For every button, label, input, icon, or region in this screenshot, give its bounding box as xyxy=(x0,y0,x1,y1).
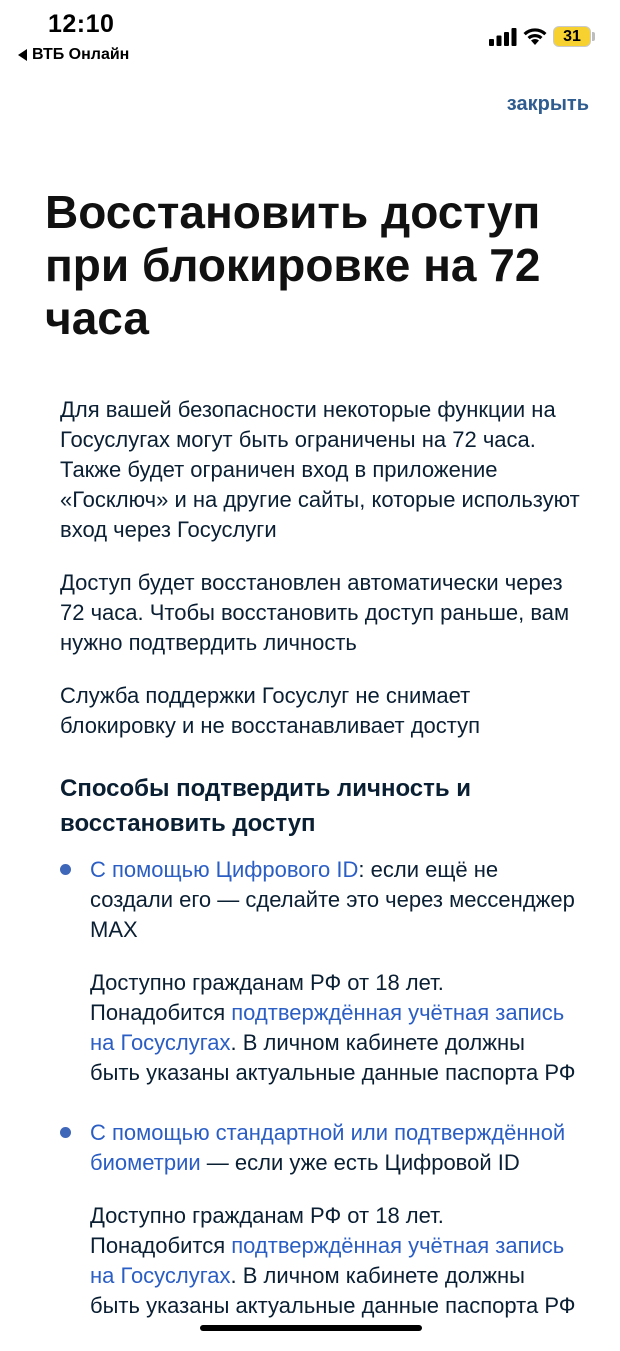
section-title: Способы подтвердить личность и восстановить доступ xyxy=(60,775,472,837)
status-time: 12:10 xyxy=(48,10,115,38)
home-indicator[interactable] xyxy=(200,1325,422,1331)
note-text-after: . В личном кабинете должны быть указаны актуальные данные паспорта РФ xyxy=(90,1263,576,1318)
status-bar xyxy=(0,0,620,80)
close-link[interactable]: закрыть xyxy=(506,93,589,115)
method-item-digital-id xyxy=(60,855,580,1088)
method-description xyxy=(90,1118,580,1178)
biometrics-link[interactable]: С помощью стандартной или подтверждённой биометрии xyxy=(90,1120,566,1175)
method-description xyxy=(90,855,580,945)
intro-paragraph: Для вашей безопасности некоторые функции на Госуслугах могут быть ограничены на 72 часа. Также будет ограничен вход в приложение «Госключ» и на другие сайты, которые используют вход через Госуслуги xyxy=(60,397,580,542)
back-to-app-button[interactable] xyxy=(18,46,129,64)
battery-icon: 31 xyxy=(553,26,591,47)
note-text: Доступно гражданам РФ от 18 лет. Понадобится xyxy=(90,970,444,1025)
bullet-icon xyxy=(60,864,71,875)
cellular-signal-icon xyxy=(489,28,517,46)
verified-account-link[interactable]: подтверждённая учётная запись на Госуслугах xyxy=(90,1233,565,1288)
method-text: : если ещё не создали его — сделайте это через мессенджер MAX xyxy=(90,857,575,942)
digital-id-link[interactable]: С помощью Цифрового ID xyxy=(90,857,359,882)
auto-restore-paragraph: Доступ будет восстановлен автоматически через 72 часа. Чтобы восстановить доступ раньше, вам нужно подтвердить личность xyxy=(60,570,570,655)
back-arrow-icon xyxy=(18,49,27,61)
verified-account-link[interactable]: подтверждённая учётная запись на Госуслугах xyxy=(90,1000,565,1055)
support-paragraph: Служба поддержки Госуслуг не снимает блокировку и не восстанавливает доступ xyxy=(60,683,480,738)
method-item-biometrics xyxy=(60,1118,580,1321)
methods-list xyxy=(60,855,580,1321)
method-note xyxy=(90,1201,580,1321)
wifi-icon xyxy=(522,26,548,46)
main-content xyxy=(60,395,580,1351)
method-text: — если уже есть Цифровой ID xyxy=(200,1150,520,1175)
bullet-icon xyxy=(60,1127,71,1138)
page-title: Восстановить доступ при блокировке на 72 часа xyxy=(45,186,541,344)
note-text-after: . В личном кабинете должны быть указаны актуальные данные паспорта РФ xyxy=(90,1030,576,1085)
note-text: Доступно гражданам РФ от 18 лет. Понадобится xyxy=(90,1203,444,1258)
battery-cap xyxy=(592,32,595,41)
back-app-label: ВТБ Онлайн xyxy=(32,46,130,63)
method-note xyxy=(90,968,580,1088)
